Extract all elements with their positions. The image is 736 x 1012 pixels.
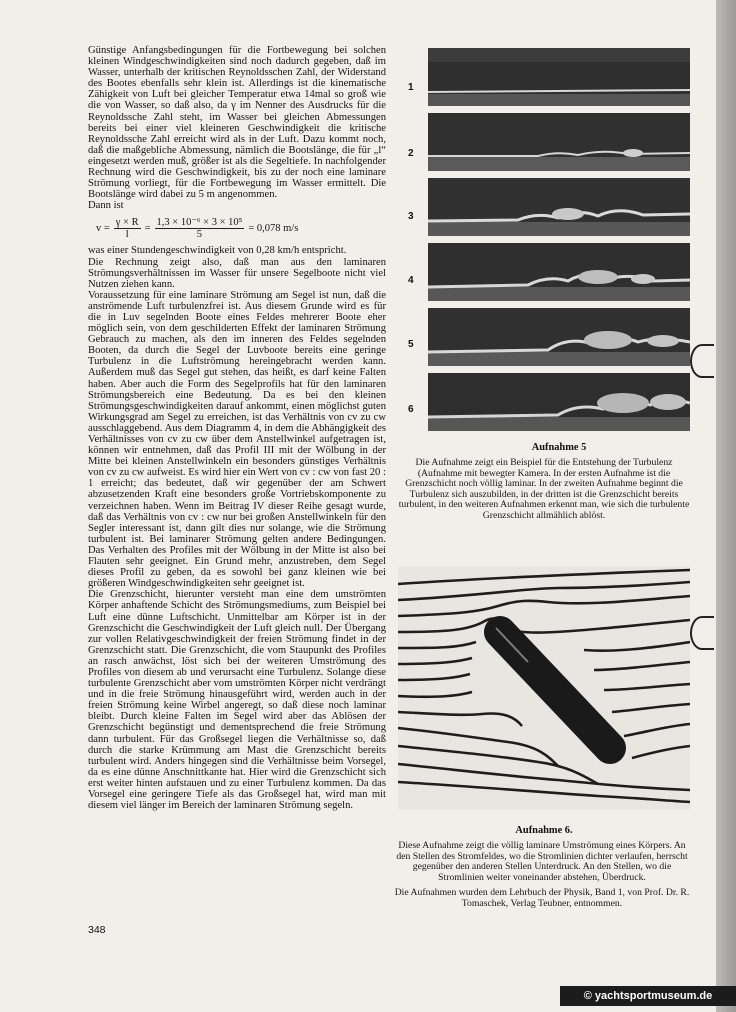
formula-fraction-2: $\frac{\text{1,3 × 10⁻⁶ × 3 × 10⁵}}{5}$ [156,216,243,240]
paragraph-3: was einer Stundengeschwindigkeit von 0,28 km/h entspricht. [88,245,347,257]
strip-4-image [428,243,690,301]
strip-1-image [428,48,690,106]
photo-strip-3 [428,178,690,236]
figure5-caption: Die Aufnahme zeigt ein Beispiel für die Entstehung der Turbulenz (Aufnahme mit bewegter Kamera. In der ersten Aufnahme ist die Grenzschicht noch völlig laminar. In der zweiten Aufnahme beginnt die Turbulenz sich auszubilden, in der dritten ist die Grenzschicht bereits turbulent, in den weiteren Aufnahmen erkennt man, wie sich die turbulente Grenzschicht allmählich ablöst. [398,457,690,521]
binding-mark-upper [690,344,714,378]
formula-result: = 0,078 m/s [248,222,299,234]
photo-strip-1 [428,48,690,106]
strip-3-image [428,178,690,236]
strip-number-6: 6 [408,404,414,415]
watermark: © yachtsportmuseum.de [560,986,736,1006]
formula-equals: = [144,222,151,234]
paragraph-4: Die Rechnung zeigt also, daß man aus den laminaren Strömungsverhältnissen im Wasser für unsere Segelboote nicht viel Nutzen ziehen kann. [88,256,386,290]
strip-5-image [428,308,690,366]
photo-strip-5 [428,308,690,366]
flow-photo [398,566,690,810]
formula-fraction-1: $\frac{\gamma \times R}{l}$ [115,216,139,240]
velocity-formula [88,213,386,243]
figure6-title: Aufnahme 6. [515,825,573,836]
strip-6-image [428,373,690,431]
paragraph-2: Dann ist [88,200,124,212]
photo-strip-6 [428,373,690,431]
strip-number-2: 2 [408,148,414,159]
paragraph-6: Die Grenzschicht, hierunter versteht man eine dem umströmten Körper anhaftende Schicht des Strömungsmediums, zum Beispiel bei Luft eine dünne Luftschicht. Unmittelbar am Körper ist in der Grenzschicht die Geschwindigkeit der Luft gleich null. Der Übergang zur vollen Relativgeschwindigkeit der freien Strömung findet in der Grenzschicht statt. Die Grenzschicht, die vom Staupunkt des Profiles an rasch anwächst, löst sich bei der weiteren Umströmung des Profiles von diesem ab und verursacht eine Turbulenz. Solange diese turbulente Grenzschicht aber vom umströmten Körper nicht verdrängt und in die freie Strömung hinausgeführt wird, werden auch in der freien Strömung keine Wirbel angeregt, so daß diese noch laminar bleibt. Durch kleine Falten im Segel wird aber das Ablösen der Grenzschicht begünstigt und dementsprechend die freie Strömung dann turbulent. Für das Großsegel liegen die Verhältnisse so, daß durch die starke Krümmung am Mast die Grenzschicht bereits turbulent wird. Anders hingegen sind die Verhältnisse beim Vorsegel, da es eine dünne Anschnittkante hat. Hier wird die Grenzschicht sich erst weiter hinten aufstauen und zu einer Turbulenz kommen. Da das Vorsegel eine geringere Tiefe als das Großsegel hat, wird man mit diesem viel länger im Bereich der laminaren Strömung segeln. [88,589,386,812]
figure5-title: Aufnahme 5 [531,442,587,453]
strip-number-4: 4 [408,275,414,286]
streamline-image [398,566,690,810]
paragraph-5: Voraussetzung für eine laminare Strömung am Segel ist nun, daß die anströmende Luft turbulenzfrei ist. Aus diesem Grunde wird es für die in Luv segelnden Boote eines Feldes mehrerer Boote eher möglich sein, von dem geschilderten Effekt der laminaren Strömung Gebrauch zu machen, als den im inneren des Feldes segelnden Booten, da durch die Segel der Luvboote bereits eine geringe Turbulenz in die Luftströmung hereingebracht werden kann. Außerdem muß das Segel gut stehen, das heißt, es darf keine Falten haben. Aber auch die Form des Segelprofils hat für den laminaren Strömungsbereich eine Bedeutung. Da es bei den kleinen Strömungsgeschwindigkeiten darauf ankommt, einen möglichst guten Wirkungsgrad am Segel zu erreichen, ist das Verhältnis von cv zu cw ausschlaggebend. Aus dem Diagramm 4, in dem die Abhängigkeit des Verhältnisses von cv zu cw über dem Anstellwinkel aufgetragen ist, können wir entnehmen, daß das Profil III mit der Wölbung in der Mitte bei kleinen Anstellwinkeln ein besonders günstiges Verhältnis von cv zu cw aufweist. Es wird hier ein Wert von cv : cw von fast 20 : 1 erreicht; das bedeutet, daß wir gegenüber der am Schwert abzusetzenden Kraft eine besonders große Vortriebskomponente zu verzeichnen haben. Wenn im Beitrag IV dieser Reihe gesagt wurde, daß das Verhältnis von cv : cw nur bei großen Anstellwinkeln für den Segler interessant ist, dann gilt dies nur solange, wie die Strömung turbulent ist. Bei laminarer Strömung gelten andere Bedingungen. Das Verhalten des Profiles mit der Wölbung in der Mitte ist also bei Flauten sehr geeignet. Ein Grund mehr, anzustreben, dem Segel dieses Profil zu geben, da es sowohl bei ganz kleinen wie bei größeren Windgeschwindigkeiten sehr geeignet ist. [88,289,386,590]
photo-strip-2 [428,113,690,171]
binding-mark-lower [690,616,714,650]
article-text [88,45,386,811]
strip-number-3: 3 [408,211,414,222]
formula-lhs: v = [96,222,110,234]
page-number: 348 [88,924,106,936]
figure6-caption: Diese Aufnahme zeigt die völlig laminare Umströmung eines Körpers. An den Stellen des Stromfeldes, wo die Stromlinien dichter verlaufen, herrscht gegenüber den anderen Stellen Unterdruck. An den Stellen, wo die Stromlinien weiter voneinander abstehen, Überdruck. [396,840,688,883]
figure6-source: Die Aufnahmen wurden dem Lehrbuch der Physik, Band 1, von Prof. Dr. R. Tomaschek, Verlag Teubner, entnommen. [394,887,690,909]
next-page-edge [716,0,736,1012]
photo-strip-4 [428,243,690,301]
paragraph-1: Günstige Anfangsbedingungen für die Fortbewegung bei solchen kleinen Windgeschwindigkeiten sind noch dadurch gegeben, daß im Wasser, unterhalb der kritischen Reynoldsschen Zahl, der Widerstand des Bootes ebenfalls sehr klein ist. Allerdings ist die kinematische Zähigkeit von Luft bei gleicher Temperatur etwa 14mal so groß wie die von Wasser, so daß also, da γ im Nenner des Ausdrucks für die Reynoldssche Zahl steht, im Wasser bei gleichen Abmessungen bereits bei einer viel kleineren Geschwindigkeit die kritische Reynoldssche Zahl erreicht wird als in der Luft. Dazu kommt noch, daß die maßgebliche Abmessung, nämlich die Bootslänge, die für „l“ eingesetzt werden muß, größer ist als die Segeltiefe. In nachfolgender Rechnung wird die Geschwindigkeit, bis zu der noch eine laminare Strömung vorliegt, für die Fortbewegung im Wasser ermittelt. Die Bootslänge wird dabei zu 5 m angenommen. [88,45,386,201]
strip-number-1: 1 [408,82,414,93]
strip-number-5: 5 [408,339,414,350]
strip-2-image [428,113,690,171]
